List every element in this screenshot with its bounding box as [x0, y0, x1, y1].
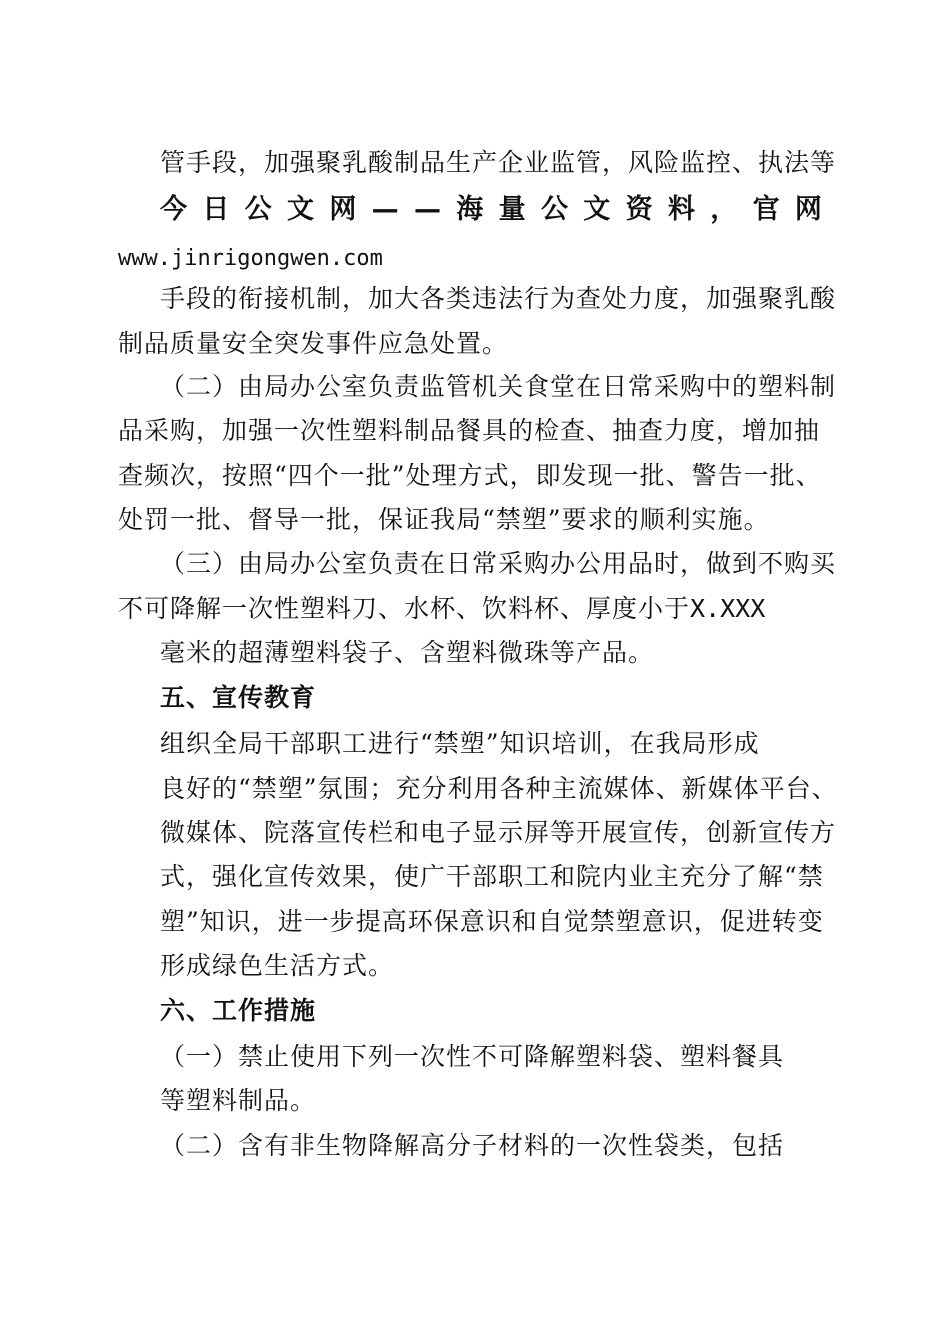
- paragraph-line: 式，强化宣传效果，使广干部职工和院内业主充分了解“禁: [160, 862, 824, 891]
- paragraph-line: （二）由局办公室负责监管机关食堂在日常采购中的塑料制: [160, 372, 837, 401]
- paragraph-line: 处罚一批、督导一批，保证我局“禁塑”要求的顺利实施。: [118, 505, 770, 534]
- banner-char: 资: [625, 194, 653, 225]
- banner-char: —: [371, 194, 399, 225]
- paragraph-line: 组织全局干部职工进行“禁塑”知识培训，在我局形成: [160, 729, 760, 758]
- section-heading: 五、宣传教育: [160, 683, 317, 712]
- paragraph-line: 管手段，加强聚乳酸制品生产企业监管，风险监控、执法等: [160, 148, 837, 177]
- banner-char: 网: [794, 194, 822, 225]
- banner-char: ，: [710, 194, 738, 225]
- banner-char: 网: [329, 194, 357, 225]
- paragraph-line: 制品质量安全突发事件应急处置。: [118, 329, 509, 358]
- paragraph-line: 塑”知识，进一步提高环保意识和自觉禁塑意识，促进转变: [160, 907, 824, 936]
- banner-char: 海: [456, 194, 484, 225]
- banner-char: 文: [583, 194, 611, 225]
- website-url: www.jinrigongwen.com: [118, 246, 383, 271]
- paragraph-line: 微媒体、院落宣传栏和电子显示屏等开展宣传，创新宣传方: [160, 818, 837, 847]
- paragraph-line: （二）含有非生物降解高分子材料的一次性袋类，包括: [160, 1131, 785, 1160]
- thickness-value: X.XXX: [690, 594, 766, 623]
- paragraph-line: [118, 592, 765, 626]
- banner-char: —: [413, 194, 441, 225]
- banner-char: 文: [286, 194, 314, 225]
- banner-char: 今: [160, 194, 187, 225]
- paragraph-text: 不可降解一次性塑料刀、水杯、饮料杯、厚度小于: [118, 594, 691, 623]
- section-heading: 六、工作措施: [160, 996, 317, 1025]
- paragraph-line: 形成绿色生活方式。: [160, 951, 395, 980]
- banner-char: 量: [498, 194, 526, 225]
- banner-char: 料: [667, 194, 695, 225]
- banner-char: 公: [540, 194, 568, 225]
- banner-char: 公: [244, 194, 272, 225]
- paragraph-line: 手段的衔接机制，加大各类违法行为查处力度，加强聚乳酸: [160, 284, 837, 313]
- paragraph-line: 良好的“禁塑”氛围；充分利用各种主流媒体、新媒体平台、: [160, 774, 838, 803]
- paragraph-line: 等塑料制品。: [160, 1086, 317, 1115]
- paragraph-line: 品采购，加强一次性塑料制品餐具的检查、抽查力度，增加抽: [118, 416, 821, 445]
- banner-char: 日: [202, 194, 230, 225]
- paragraph-line: 查频次，按照“四个一批”处理方式，即发现一批、警告一批、: [118, 461, 822, 490]
- banner-char: 官: [752, 194, 780, 225]
- watermark-banner: [160, 192, 822, 228]
- paragraph-line: （三）由局办公室负责在日常采购办公用品时，做到不购买: [160, 549, 837, 578]
- paragraph-line: （一）禁止使用下列一次性不可降解塑料袋、塑料餐具: [160, 1042, 785, 1071]
- paragraph-line: 毫米的超薄塑料袋子、含塑料微珠等产品。: [160, 638, 655, 667]
